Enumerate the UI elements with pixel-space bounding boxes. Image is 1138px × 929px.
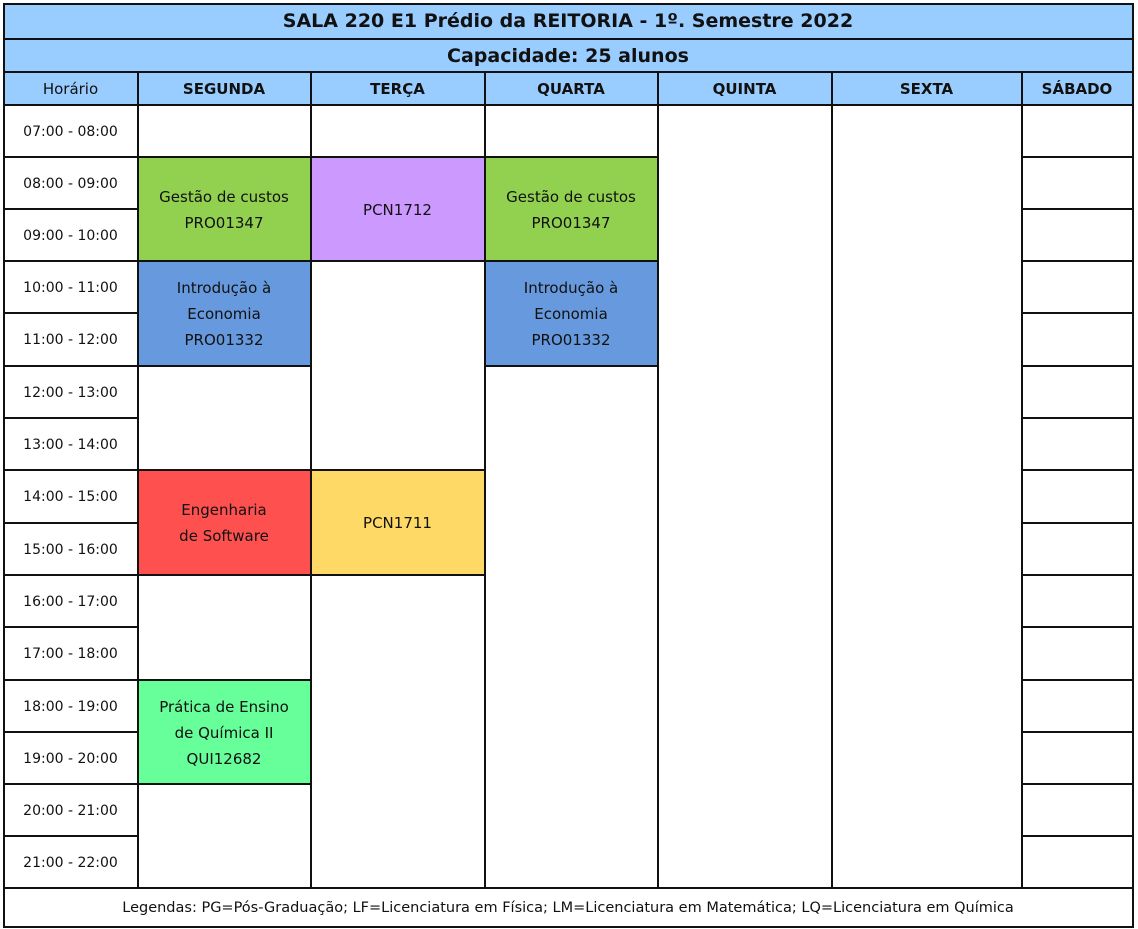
grid-line: [137, 365, 312, 367]
grid-line: [657, 72, 659, 888]
grid-line: [3, 365, 138, 367]
grid-line: [3, 679, 138, 681]
class-code: PCN1712: [363, 200, 432, 219]
legend-text: Legendas: PG=Pós-Graduação; LF=Licenciatura em Física; LM=Licenciatura em Matemática; LQ=Licenciatura em Química: [122, 900, 1014, 916]
class-block-pcn1711-terca: [311, 471, 484, 575]
grid-line: [3, 522, 138, 524]
col-header-sabado: SÁBADO: [1022, 73, 1132, 105]
time-slot: 10:00 - 11:00: [23, 279, 118, 296]
grid-line: [137, 574, 312, 576]
grid-line: [1021, 417, 1133, 419]
grid-line: [3, 731, 138, 733]
grid-line: [3, 783, 138, 785]
grid-line: [1132, 3, 1134, 928]
col-header-segunda: SEGUNDA: [138, 73, 310, 105]
col-header-sexta: SEXTA: [832, 73, 1021, 105]
time-slot: 08:00 - 09:00: [23, 175, 118, 192]
grid-line: [310, 574, 486, 576]
grid-line: [1021, 731, 1133, 733]
grid-line: [137, 156, 312, 158]
class-code: QUI12682: [186, 749, 262, 768]
class-name: Economia: [187, 305, 261, 323]
capacity-label: Capacidade: 25 alunos: [4, 39, 1132, 72]
grid-line: [1021, 365, 1133, 367]
class-code: PCN1711: [363, 514, 432, 532]
grid-line: [1021, 522, 1133, 524]
class-block-pcn1712-terca: [311, 158, 484, 261]
grid-line: [1021, 312, 1133, 314]
grid-line: [1021, 72, 1023, 888]
grid-line: [484, 72, 486, 888]
class-name: Prática de Ensino: [159, 697, 289, 716]
grid-line: [3, 887, 1134, 889]
grid-line: [1021, 679, 1133, 681]
grid-line: [1021, 626, 1133, 628]
class-name: Engenharia: [181, 501, 267, 519]
grid-line: [310, 72, 312, 888]
grid-line: [484, 365, 659, 367]
grid-line: [1021, 835, 1133, 837]
grid-line: [484, 156, 659, 158]
grid-line: [3, 71, 1134, 73]
grid-line: [3, 469, 138, 471]
grid-line: [3, 38, 1134, 40]
time-slot: 18:00 - 19:00: [23, 698, 118, 715]
grid-line: [3, 104, 1134, 106]
col-header-horario: Horário: [4, 73, 137, 105]
grid-line: [137, 783, 312, 785]
class-name: de Software: [179, 527, 269, 545]
grid-line: [3, 156, 138, 158]
grid-line: [137, 260, 312, 262]
grid-line: [1021, 156, 1133, 158]
class-name: de Química II: [174, 723, 274, 742]
time-slot: 17:00 - 18:00: [23, 646, 118, 662]
grid-line: [3, 3, 1134, 5]
time-slot: 07:00 - 08:00: [23, 123, 118, 140]
grid-line: [484, 260, 659, 262]
class-code: PRO01347: [531, 213, 611, 232]
grid-line: [831, 72, 833, 888]
col-header-terca: TERÇA: [311, 73, 484, 105]
class-block-quimica-segunda: [138, 681, 310, 784]
class-name: Introdução à: [523, 279, 619, 297]
class-name: Introdução à: [176, 279, 272, 297]
class-code: PRO01332: [531, 331, 611, 349]
time-slot: 21:00 - 22:00: [23, 854, 118, 871]
grid-line: [310, 469, 486, 471]
time-slot: 19:00 - 20:00: [23, 750, 118, 767]
class-block-economia-quarta: [485, 262, 657, 366]
grid-line: [3, 208, 138, 210]
time-slot: 15:00 - 16:00: [23, 541, 118, 558]
grid-line: [3, 926, 1134, 928]
time-slot: 16:00 - 17:00: [23, 593, 118, 610]
grid-line: [310, 156, 486, 158]
time-slot: 11:00 - 12:00: [23, 332, 118, 348]
time-slot: 12:00 - 13:00: [23, 384, 118, 401]
class-code: PRO01332: [184, 331, 264, 349]
grid-line: [1021, 574, 1133, 576]
grid-line: [137, 469, 312, 471]
grid-line: [3, 626, 138, 628]
class-block-gestao-segunda: [138, 158, 310, 261]
grid-line: [3, 417, 138, 419]
class-block-engenharia-segunda: [138, 471, 310, 575]
grid-line: [3, 3, 5, 928]
time-slot: 20:00 - 21:00: [23, 802, 118, 819]
grid-line: [3, 835, 138, 837]
grid-line: [310, 260, 486, 262]
class-name: Gestão de custos: [159, 187, 289, 206]
schedule-title: SALA 220 E1 Prédio da REITORIA - 1º. Semestre 2022: [4, 4, 1132, 38]
class-block-economia-segunda: [138, 262, 310, 366]
grid-line: [1021, 260, 1133, 262]
grid-line: [1021, 208, 1133, 210]
grid-line: [137, 679, 312, 681]
grid-line: [3, 574, 138, 576]
class-block-gestao-quarta: [485, 158, 657, 261]
class-code: PRO01347: [184, 213, 264, 232]
grid-line: [1021, 469, 1133, 471]
grid-line: [137, 72, 139, 888]
class-name: Economia: [534, 305, 608, 323]
grid-line: [1021, 783, 1133, 785]
col-header-quarta: QUARTA: [485, 73, 657, 105]
time-slot: 09:00 - 10:00: [23, 227, 118, 244]
class-name: Gestão de custos: [506, 187, 636, 206]
time-slot: 13:00 - 14:00: [23, 436, 118, 453]
grid-line: [3, 260, 138, 262]
col-header-quinta: QUINTA: [658, 73, 831, 105]
time-slot: 14:00 - 15:00: [23, 489, 118, 505]
grid-line: [3, 312, 138, 314]
